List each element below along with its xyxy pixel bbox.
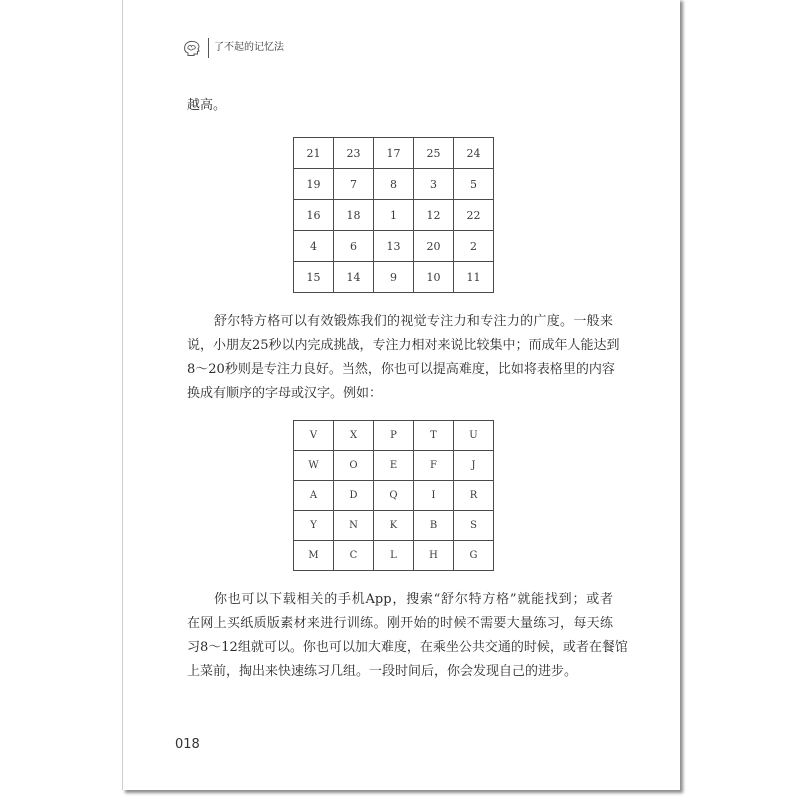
grid-cell: W xyxy=(294,451,334,481)
grid-cell: 21 xyxy=(294,138,334,169)
grid-cell: T xyxy=(414,421,454,451)
grid-row xyxy=(294,421,494,451)
grid-cell: 23 xyxy=(334,138,374,169)
grid-cell: 6 xyxy=(334,231,374,262)
paragraph-line: 8～20秒则是专注力良好。当然，你也可以提高难度，比如将表格里的内容 xyxy=(187,362,615,377)
grid-cell: 1 xyxy=(374,200,414,231)
grid-row xyxy=(294,511,494,541)
paragraph-line: 换成有顺序的字母或汉字。例如： xyxy=(187,386,383,401)
grid-cell: C xyxy=(334,541,374,571)
grid-cell: Q xyxy=(374,481,414,511)
grid-cell: X xyxy=(334,421,374,451)
grid-cell: 10 xyxy=(414,262,454,293)
grid-cell: 17 xyxy=(374,138,414,169)
brain-head-icon xyxy=(183,40,201,56)
grid-row xyxy=(294,200,494,231)
grid-cell: 8 xyxy=(374,169,414,200)
grid-cell: V xyxy=(294,421,334,451)
grid-cell: 16 xyxy=(294,200,334,231)
grid-cell: 14 xyxy=(334,262,374,293)
grid-row xyxy=(294,231,494,262)
grid-cell: H xyxy=(414,541,454,571)
grid-row xyxy=(294,169,494,200)
paragraph-line: 说，小朋友25秒以内完成挑战，专注力相对来说比较集中；而成年人能达到 xyxy=(187,338,620,353)
grid-cell: A xyxy=(294,481,334,511)
grid-cell: F xyxy=(414,451,454,481)
grid-cell: 25 xyxy=(414,138,454,169)
paragraph-1 xyxy=(187,310,620,406)
grid-cell: U xyxy=(454,421,494,451)
grid-cell: O xyxy=(334,451,374,481)
grid-cell: N xyxy=(334,511,374,541)
grid-row xyxy=(294,481,494,511)
schulte-grid-letters xyxy=(293,420,494,571)
paragraph-line: 你也可以下载相关的手机App，搜索“舒尔特方格”就能找到；或者 xyxy=(214,592,613,607)
grid-cell: 2 xyxy=(454,231,494,262)
grid-cell: M xyxy=(294,541,334,571)
grid-cell: 22 xyxy=(454,200,494,231)
grid-row xyxy=(294,541,494,571)
grid-cell: 5 xyxy=(454,169,494,200)
grid-cell: 18 xyxy=(334,200,374,231)
schulte-grid-numbers xyxy=(293,137,494,293)
paragraph-line: 习8～12组就可以。你也可以加大难度，在乘坐公共交通的时候，或者在餐馆 xyxy=(187,640,628,655)
grid-cell: 24 xyxy=(454,138,494,169)
grid-cell: R xyxy=(454,481,494,511)
grid-cell: 3 xyxy=(414,169,454,200)
grid-cell: E xyxy=(374,451,414,481)
paragraph-line: 上菜前，掏出来快速练习几组。一段时间后，你会发现自己的进步。 xyxy=(187,664,578,679)
grid-cell: 20 xyxy=(414,231,454,262)
grid-cell: 9 xyxy=(374,262,414,293)
grid-row xyxy=(294,262,494,293)
paragraph-2 xyxy=(187,588,628,684)
grid-cell: L xyxy=(374,541,414,571)
grid-cell: S xyxy=(454,511,494,541)
page-number: 018 xyxy=(175,737,200,752)
grid-cell: 7 xyxy=(334,169,374,200)
grid-cell: D xyxy=(334,481,374,511)
grid-cell: 19 xyxy=(294,169,334,200)
grid-row xyxy=(294,451,494,481)
continuation-text: 越高。 xyxy=(187,98,227,113)
grid-cell: G xyxy=(454,541,494,571)
header-divider xyxy=(208,38,209,58)
grid-cell: 12 xyxy=(414,200,454,231)
running-header-title: 了不起的记忆法 xyxy=(214,42,284,53)
grid-cell: Y xyxy=(294,511,334,541)
continuation-block xyxy=(187,94,613,118)
grid-row xyxy=(294,138,494,169)
grid-cell: 4 xyxy=(294,231,334,262)
grid-cell: K xyxy=(374,511,414,541)
grid-cell: 13 xyxy=(374,231,414,262)
grid-cell: B xyxy=(414,511,454,541)
grid-cell: P xyxy=(374,421,414,451)
grid-cell: 15 xyxy=(294,262,334,293)
paragraph-line: 舒尔特方格可以有效锻炼我们的视觉专注力和专注力的广度。一般来 xyxy=(214,314,613,329)
grid-cell: I xyxy=(414,481,454,511)
grid-cell: 11 xyxy=(454,262,494,293)
grid-cell: J xyxy=(454,451,494,481)
paragraph-line: 在网上买纸质版素材来进行训练。刚开始的时候不需要大量练习，每天练 xyxy=(187,616,613,631)
